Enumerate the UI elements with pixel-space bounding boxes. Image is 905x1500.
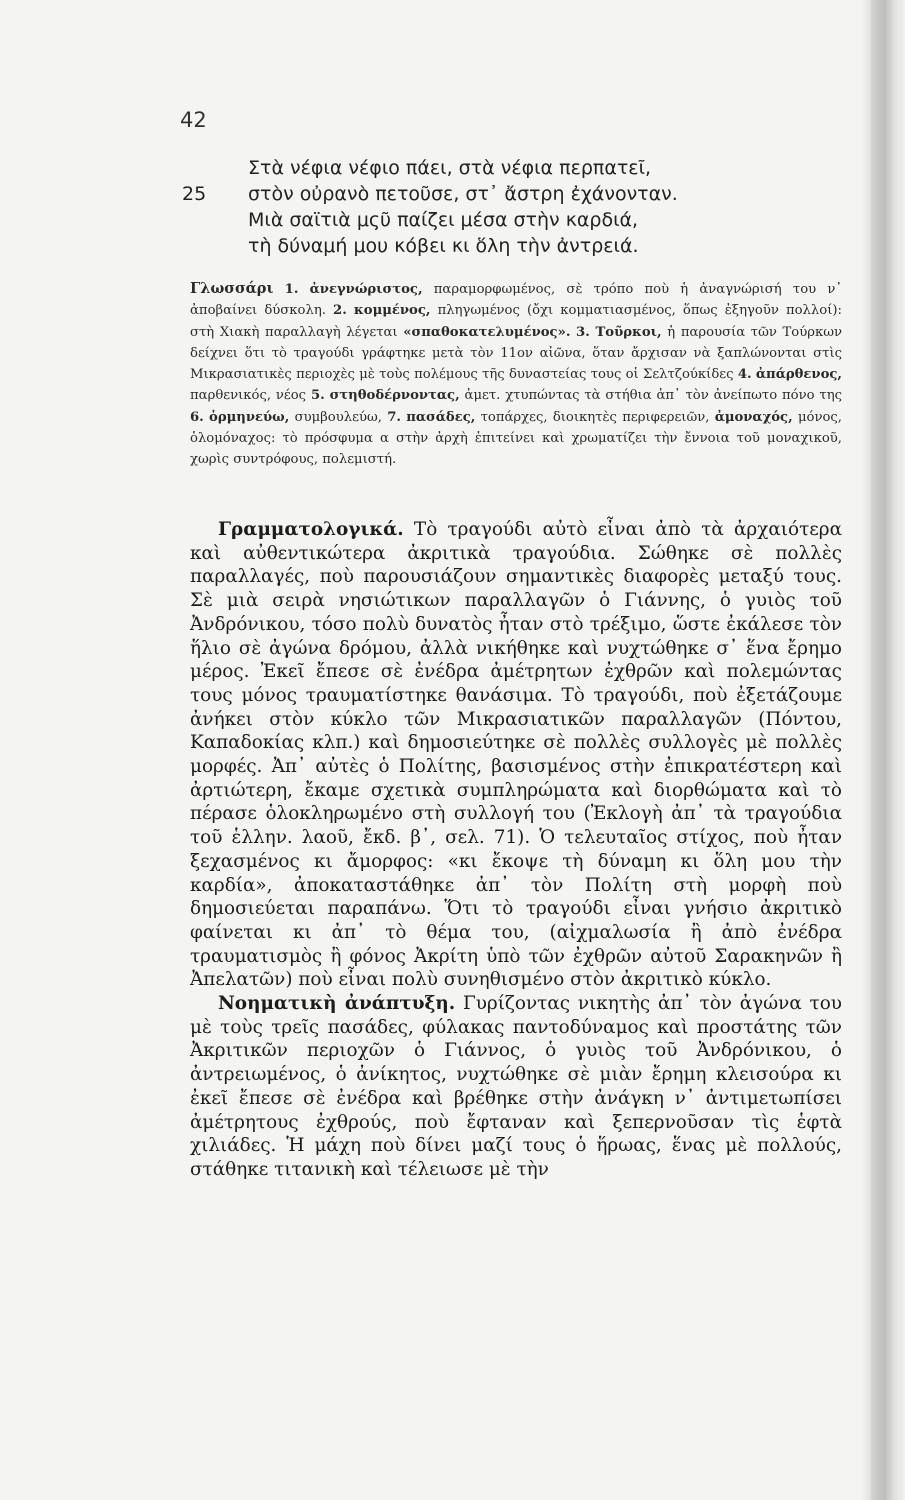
grammatologika-paragraph [190,518,842,992]
poem-line-text: Στὰ νέφια νέφιο πάει, στὰ νέφια περπατεῖ, [248,157,652,179]
poem-line [182,207,742,233]
poem-line-text: στὸν οὐρανὸ πετοῦσε, στ᾽ ἄστρη ἐχάνονταν. [248,183,678,205]
noimatiki-paragraph [190,992,842,1182]
glossary-term: Τοῦρκοι, [595,324,662,340]
glossary-term: κομμένος, [353,303,431,319]
glossary [190,278,842,471]
glossary-entry-number: 2. [333,303,347,319]
glossary-entry-number: 1. [284,282,299,297]
page-number: 42 [180,108,207,132]
poem-verses [182,155,742,259]
poem-line [182,233,742,259]
poem-line [182,155,742,181]
book-spine [871,0,905,1500]
glossary-term: στηθοδέρνοντας, [329,388,460,404]
glossary-entry-number: 3. [576,324,590,340]
glossary-definition: ἀμετ. χτυπώντας τὰ στήθια ἀπ᾽ τὸν ἀνείπωτο πόνο της [464,388,843,404]
glossary-entry-number: 6. [190,409,204,425]
glossary-entry-number: 7. [387,409,401,425]
glossary-definition: τοπάρχες, διοικητὲς περιφερειῶν, [480,409,710,425]
binding-shadow [861,0,871,1500]
glossary-term: πασάδες, [406,409,476,425]
section-heading: Γραμματολογικά. [218,519,404,540]
glossary-term: ἀνεγνώριστος, [309,282,423,297]
poem-line-text: Μιὰ σαϊτιὰ μςῦ παίζει μέσα στὴν καρδιά, [248,209,639,231]
glossary-definition: μόνος, ὁλομόναχος: τὸ πρόσφυμα α στὴν ἀρχὴ ἐπιτείνει καὶ χρωματίζει τὴν ἔννοια τοῦ μοναχικοῦ, χωρὶς συντρόφους, πολεμιστή. [190,409,842,468]
glossary-definition: ἡ παρουσία τῶν Τούρκων δείχνει ὅτι τὸ τραγούδι γράφτηκε μετὰ τὸν 11ον αἰῶνα, ὅταν ἄρχισαν νὰ ξαπλώνονται στὶς Μικρασιατικὲς περιοχὲς μὲ τοὺς πολέμους τῆς δυναστείας τους οἱ Σελτζούκίδες [190,324,843,383]
glossary-definition: παραμορφωμένος, σὲ τρόπο ποὺ ἡ ἀναγνώρισή του ν᾽ ἀποβαίνει δύσκολη. [190,282,842,319]
line-number: 25 [182,183,207,205]
glossary-term: ἀπάρθενος, [755,367,842,383]
paragraph-text: Τὸ τραγούδι αὐτὸ εἶναι ἀπὸ τὰ ἀρχαιότερα καὶ αὐθεντικώτερα ἀκριτικὰ τραγούδια. Σώθηκε σὲ πολλὲς παραλλαγές, ποὺ παρουσιάζουν σημαντικὲς διαφορὲς μεταξύ τους. Σὲ μιὰ σειρὰ νησιώτικων παραλλαγῶν ὁ Γιάννης, ὁ γυιὸς τοῦ Ἀνδρόνικου, τόσο πολὺ δυνατὸς ἦταν στὸ τρέξιμο, ὥστε ἐκάλεσε τὸν ἥλιο σὲ ἀγώνα δρόμου, ἀλλὰ νικήθηκε καὶ νυχτώθηκε σ᾽ ἕνα ἔρημο μέρος. Ἐκεῖ ἔπεσε σὲ ἐνέδρα ἀμέτρητων ἐχθρῶν καὶ πολεμώντας τους μόνος τραυματίστηκε θανάσιμα. Τὸ τραγούδι, ποὺ ἐξετάζουμε ἀνήκει στὸν κύκλο τῶν Μικρασιατικῶν παραλλαγῶν (Πόντου, Καπαδοκίας κλπ.) καὶ δημοσιεύτηκε σὲ πολλὲς συλλογὲς μὲ πολλὲς μορφές. Ἀπ᾽ αὐτὲς ὁ Πολίτης, βασισμένος στὴν ἐπικρατέστερη καὶ ἀρτιώτερη, ἔκαμε σχετικὰ συμπληρώματα καὶ διορθώματα καὶ τὸ πέρασε ὁλοκληρωμένο στὴ συλλογή του (Ἐκλογὴ ἀπ᾽ τὰ τραγούδια τοῦ ἑλλην. λαοῦ, ἔκδ. β᾽, σελ. 71). Ὁ τελευταῖος στίχος, ποὺ ἦταν ξεχασμένος κι ἄμορφος: «κι ἔκοψε τὴ δύναμη κι ὅλη μου τὴν καρδία», ἀποκαταστάθηκε ἀπ᾽ τὸν Πολίτη στὴ μορφὴ ποὺ δημοσιεύεται παραπάνω. Ὅτι τὸ τραγούδι εἶναι γνήσιο ἀκριτικὸ φαίνεται κι ἀπ᾽ τὸ θέμα του, (αἰχμαλωσία ἢ ἀπὸ ἐνέδρα τραυματισμὸς ἢ φόνος Ἀκρίτη ὑπὸ τῶν ἐχθρῶν αὐτοῦ Σαρακηνῶν ἢ Ἀπελατῶν) ποὺ εἶναι πολὺ συνηθισμένο στὸν ἀκριτικὸ κύκλο. [190,519,842,991]
glossary-label: Γλωσσάρι [190,280,274,297]
glossary-definition: πληγωμένος (ὄχι κομματιασμένος, ὅπως ἐξηγοῦν πολλοί): στὴ Χιακὴ παραλλαγὴ λέγεται [190,303,842,340]
glossary-term: ἀμοναχός, [714,409,793,425]
poem-line [182,181,742,207]
glossary-entry-number: 4. [737,367,752,383]
glossary-quote: «σπαθοκατελυμένος». [403,324,571,340]
glossary-definition: παρθενικός, νέος [190,388,307,404]
poem-line-text: τὴ δύναμή μου κόβει κι ὅλη τὴν ἀντρειά. [248,235,639,257]
glossary-term: ὁρμηνεύω, [209,409,290,425]
commentary [190,518,842,1182]
glossary-definition: συμβουλεύω, [294,409,382,425]
paragraph-text: Γυρίζοντας νικητὴς ἀπ᾽ τὸν ἀγώνα του μὲ τοὺς τρεῖς πασάδες, φύλακας παντοδύναμος καὶ προστάτης τῶν Ἀκριτικῶν περιοχῶν ὁ Γιάννος, ὁ γυιὸς τοῦ Ἀνδρόνικου, ὁ ἀντρειωμένος, ὁ ἀνίκητος, νυχτώθηκε σὲ μιὰν ἔρημη κλεισούρα κι ἐκεῖ ἔπεσε σὲ ἐνέδρα καὶ βρέθηκε στὴν ἀνάγκη ν᾽ ἀντιμετωπίσει ἀμέτρητους ἐχθρούς, ποὺ ἔφταναν καὶ ξεπερνοῦσαν τὶς ἑφτὰ χιλιάδες. Ἡ μάχη ποὺ δίνει μαζί τους ὁ ἥρωας, ἕνας μὲ πολλούς, στάθηκε τιτανικὴ καὶ τέλειωσε μὲ τὴν [190,993,842,1180]
section-heading: Νοηματικὴ ἀνάπτυξη. [218,993,456,1015]
glossary-entry-number: 5. [310,388,325,404]
